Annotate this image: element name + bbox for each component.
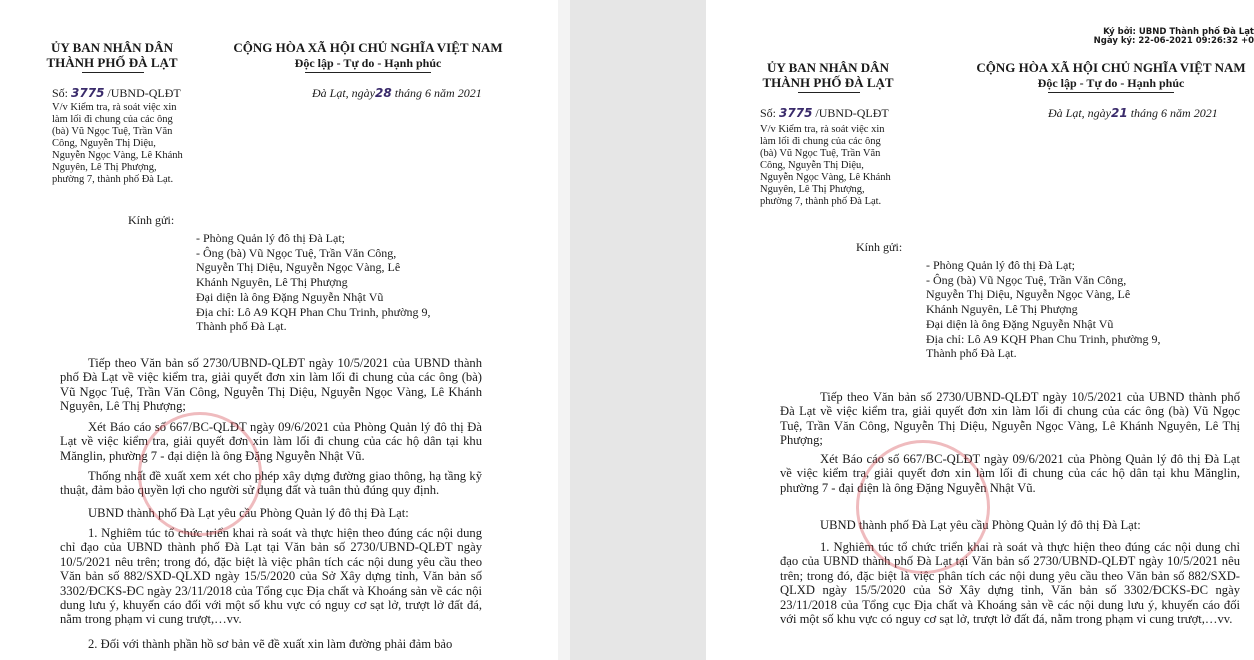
motto-underline <box>305 72 431 73</box>
subject-line: Nguyễn Ngọc Vàng, Lê Khánh <box>52 150 183 161</box>
recipient-line: - Ông (bà) Vũ Ngọc Tuệ, Trần Văn Công, <box>926 272 1127 287</box>
paragraph: Tiếp theo Văn bản số 2730/UBND-QLĐT ngày 10/5/2021 của UBND thành phố Đà Lạt về việc kiểm tra, giải quyết đơn xin làm lối đi chung của các ông (bà) Vũ Ngọc Tuệ, Trần Văn Công, Nguyễn Thị Diệu, Nguyễn Ngọc Vàng, Lê Khánh Nguyên, Lê Thị Phượng; <box>780 390 1240 448</box>
motto-underline <box>1048 92 1174 93</box>
subject-line: Công, Nguyễn Thị Diệu, <box>760 160 864 171</box>
recipient-line: Đại diện là ông Đặng Nguyễn Nhật Vũ <box>926 316 1114 331</box>
date-suffix: tháng 6 năm 2021 <box>394 86 482 100</box>
recipient-line: - Phòng Quản lý đô thị Đà Lạt; <box>196 231 345 245</box>
paragraph: Xét Báo cáo số 667/BC-QLĐT ngày 09/6/2021 của Phòng Quản lý đô thị Đà Lạt về việc kiểm tra, giải quyết đơn xin làm lối đi chung của các hộ dân tại khu Mănglin, phường 7 - đại diện là ông Đặng Nguyễn Nhật Vũ. <box>780 452 1240 495</box>
doc-no-prefix: Số: <box>760 106 777 120</box>
subject-line: (bà) Vũ Ngọc Tuệ, Trần Văn <box>52 126 173 137</box>
page-gap-edge <box>558 0 570 660</box>
recipient-line: Khánh Nguyên, Lê Thị Phượng <box>196 275 348 290</box>
paragraph: UBND thành phố Đà Lạt yêu cầu Phòng Quản lý đô thị Đà Lạt: <box>88 506 409 520</box>
date-day-handwritten: 28 <box>375 86 392 100</box>
paragraph: Tiếp theo Văn bản số 2730/UBND-QLĐT ngày 10/5/2021 của UBND thành phố Đà Lạt về việc kiểm tra, giải quyết đơn xin làm lối đi chung của các ông (bà) Vũ Ngọc Tuệ, Trần Văn Công, Nguyễn Thị Diệu, Nguyễn Ngọc Vàng, Lê Khánh Nguyên, Lê Thị Phượng; <box>60 356 482 414</box>
nation-title: CỘNG HÒA XÃ HỘI CHỦ NGHĨA VIỆT NAM <box>233 40 503 55</box>
document-number <box>760 106 889 120</box>
agency-line-2: THÀNH PHỐ ĐÀ LẠT <box>46 55 178 70</box>
recipient-line: Địa chỉ: Lô A9 KQH Phan Chu Trinh, phường 9, <box>926 331 1161 346</box>
agency-name <box>758 60 898 90</box>
recipient-line: - Ông (bà) Vũ Ngọc Tuệ, Trần Văn Công, <box>196 245 397 260</box>
digital-signature <box>1094 28 1254 46</box>
motto: Độc lập - Tự do - Hạnh phúc <box>294 56 442 70</box>
document-date <box>312 86 482 100</box>
paragraph: UBND thành phố Đà Lạt yêu cầu Phòng Quản lý đô thị Đà Lạt: <box>820 518 1141 532</box>
doc-no-suffix: /UBND-QLĐT <box>815 106 889 120</box>
subject-line: phường 7, thành phố Đà Lạt. <box>760 196 882 207</box>
agency-name <box>42 40 182 70</box>
paragraph: Thống nhất đề xuất xem xét cho phép xây dựng đường giao thông, hạ tầng kỹ thuật, đảm bảo quyền lợi cho người sử dụng đất và tuân thủ đúng quy định. <box>60 469 482 498</box>
recipient-list <box>196 231 431 334</box>
subject-line: Nguyễn Ngọc Vàng, Lê Khánh <box>760 172 891 183</box>
recipient-line: Địa chỉ: Lô A9 KQH Phan Chu Trinh, phường 9, <box>196 304 431 319</box>
agency-line-1: ỦY BAN NHÂN DÂN <box>51 40 173 55</box>
motto: Độc lập - Tự do - Hạnh phúc <box>1037 76 1185 90</box>
agency-line-1: ỦY BAN NHÂN DÂN <box>767 60 889 75</box>
doc-no-suffix: /UBND-QLĐT <box>107 86 181 100</box>
red-seal <box>138 412 262 536</box>
signature-date: Ngày ký: 22-06-2021 09:26:32 +0 <box>1093 36 1254 46</box>
recipient-line: Thành phố Đà Lạt. <box>926 346 1017 361</box>
page-gap <box>558 0 706 660</box>
paragraph: 2. Đối với thành phần hồ sơ bản vẽ đề xuất xin làm đường phải đảm bảo <box>88 637 453 651</box>
paragraph: Xét Báo cáo số 667/BC-QLĐT ngày 09/6/2021 của Phòng Quản lý đô thị Đà Lạt về việc kiểm tra, giải quyết đơn xin làm lối đi chung của các hộ dân tại khu Mănglin, phường 7 - đại diện là ông Đặng Nguyễn Nhật Vũ. <box>60 420 482 463</box>
doc-no-handwritten: 3775 <box>779 106 813 120</box>
subject-line: V/v Kiểm tra, rà soát việc xin <box>52 102 177 113</box>
greeting: Kính gửi: <box>128 213 175 227</box>
recipient-line: Khánh Nguyên, Lê Thị Phượng <box>926 302 1078 317</box>
date-suffix: tháng 6 năm 2021 <box>1130 106 1218 120</box>
subject-line: làm lối đi chung của các ông <box>52 114 173 125</box>
document-number <box>52 86 181 100</box>
subject-line: Công, Nguyễn Thị Diệu, <box>52 138 156 149</box>
subject-line: làm lối đi chung của các ông <box>760 136 881 147</box>
signature-signer: Ký bởi: UBND Thành phố Đà Lạt <box>1103 27 1254 37</box>
red-seal <box>856 440 990 574</box>
subject-line: Nguyên, Lê Thị Phượng, <box>760 184 865 195</box>
agency-line-2: THÀNH PHỐ ĐÀ LẠT <box>762 75 894 90</box>
subject-line: (bà) Vũ Ngọc Tuệ, Trần Văn <box>760 148 881 159</box>
date-prefix: Đà Lạt, ngày <box>312 86 375 100</box>
recipient-line: Thành phố Đà Lạt. <box>196 319 287 334</box>
agency-underline <box>82 72 144 73</box>
recipient-line: Nguyễn Thị Diệu, Nguyễn Ngọc Vàng, Lê <box>926 287 1131 302</box>
document-date <box>1048 106 1218 120</box>
doc-no-handwritten: 3775 <box>71 86 105 100</box>
recipient-line: Nguyễn Thị Diệu, Nguyễn Ngọc Vàng, Lê <box>196 260 401 275</box>
recipient-line: Đại diện là ông Đặng Nguyễn Nhật Vũ <box>196 289 384 304</box>
document-page-right <box>706 0 1254 660</box>
doc-no-prefix: Số: <box>52 86 69 100</box>
date-prefix: Đà Lạt, ngày <box>1048 106 1111 120</box>
subject-line: phường 7, thành phố Đà Lạt. <box>52 174 174 185</box>
recipient-list <box>926 258 1161 361</box>
subject-block <box>760 124 891 208</box>
greeting: Kính gửi: <box>856 240 903 254</box>
paragraph: 1. Nghiêm túc tổ chức triển khai rà soát và thực hiện theo đúng các nội dung chỉ đạo của UBND thành phố Đà Lạt tại Văn bản số 2730/UBND-QLĐT ngày 10/5/2021 nêu trên; trong đó, đặc biệt là việc phân tích các nội dung yêu cầu theo Văn bản số 882/SXD-QLXD ngày 15/5/2020 của Sở Xây dựng tỉnh, Văn bản số 3302/ĐCKS-ĐC ngày 23/11/2018 của Tổng cục Địa chất và Khoáng sản về các nội dung lưu ý, khuyến cáo đối với một số khu vực có nguy cơ sạt lở, trượt lở đất đá, nằm trong phạm vi cung trượt,…vv. <box>780 540 1240 627</box>
nation-title: CỘNG HÒA XÃ HỘI CHỦ NGHĨA VIỆT NAM <box>976 60 1246 75</box>
subject-line: Nguyên, Lê Thị Phượng, <box>52 162 157 173</box>
agency-underline <box>798 92 860 93</box>
subject-block <box>52 102 183 186</box>
paragraph: 1. Nghiêm túc tổ chức triển khai rà soát và thực hiện theo đúng các nội dung chỉ đạo của UBND thành phố Đà Lạt tại Văn bản số 2730/UBND-QLĐT ngày 10/5/2021 nêu trên; trong đó, đặc biệt là việc phân tích các nội dung yêu cầu theo Văn bản số 882/SXD-QLXD ngày 15/5/2020 của Sở Xây dựng tỉnh, Văn bản số 3302/ĐCKS-ĐC ngày 23/11/2018 của Tổng cục Địa chất và Khoáng sản về các nội dung lưu ý, khuyến cáo đối với một số khu vực có nguy cơ sạt lở, trượt lở đất đá, nằm trong phạm vi cung trượt,…vv. <box>60 526 482 627</box>
recipient-line: - Phòng Quản lý đô thị Đà Lạt; <box>926 258 1075 272</box>
subject-line: V/v Kiểm tra, rà soát việc xin <box>760 124 885 135</box>
document-page-left <box>0 0 558 660</box>
date-day-handwritten: 21 <box>1111 106 1128 120</box>
